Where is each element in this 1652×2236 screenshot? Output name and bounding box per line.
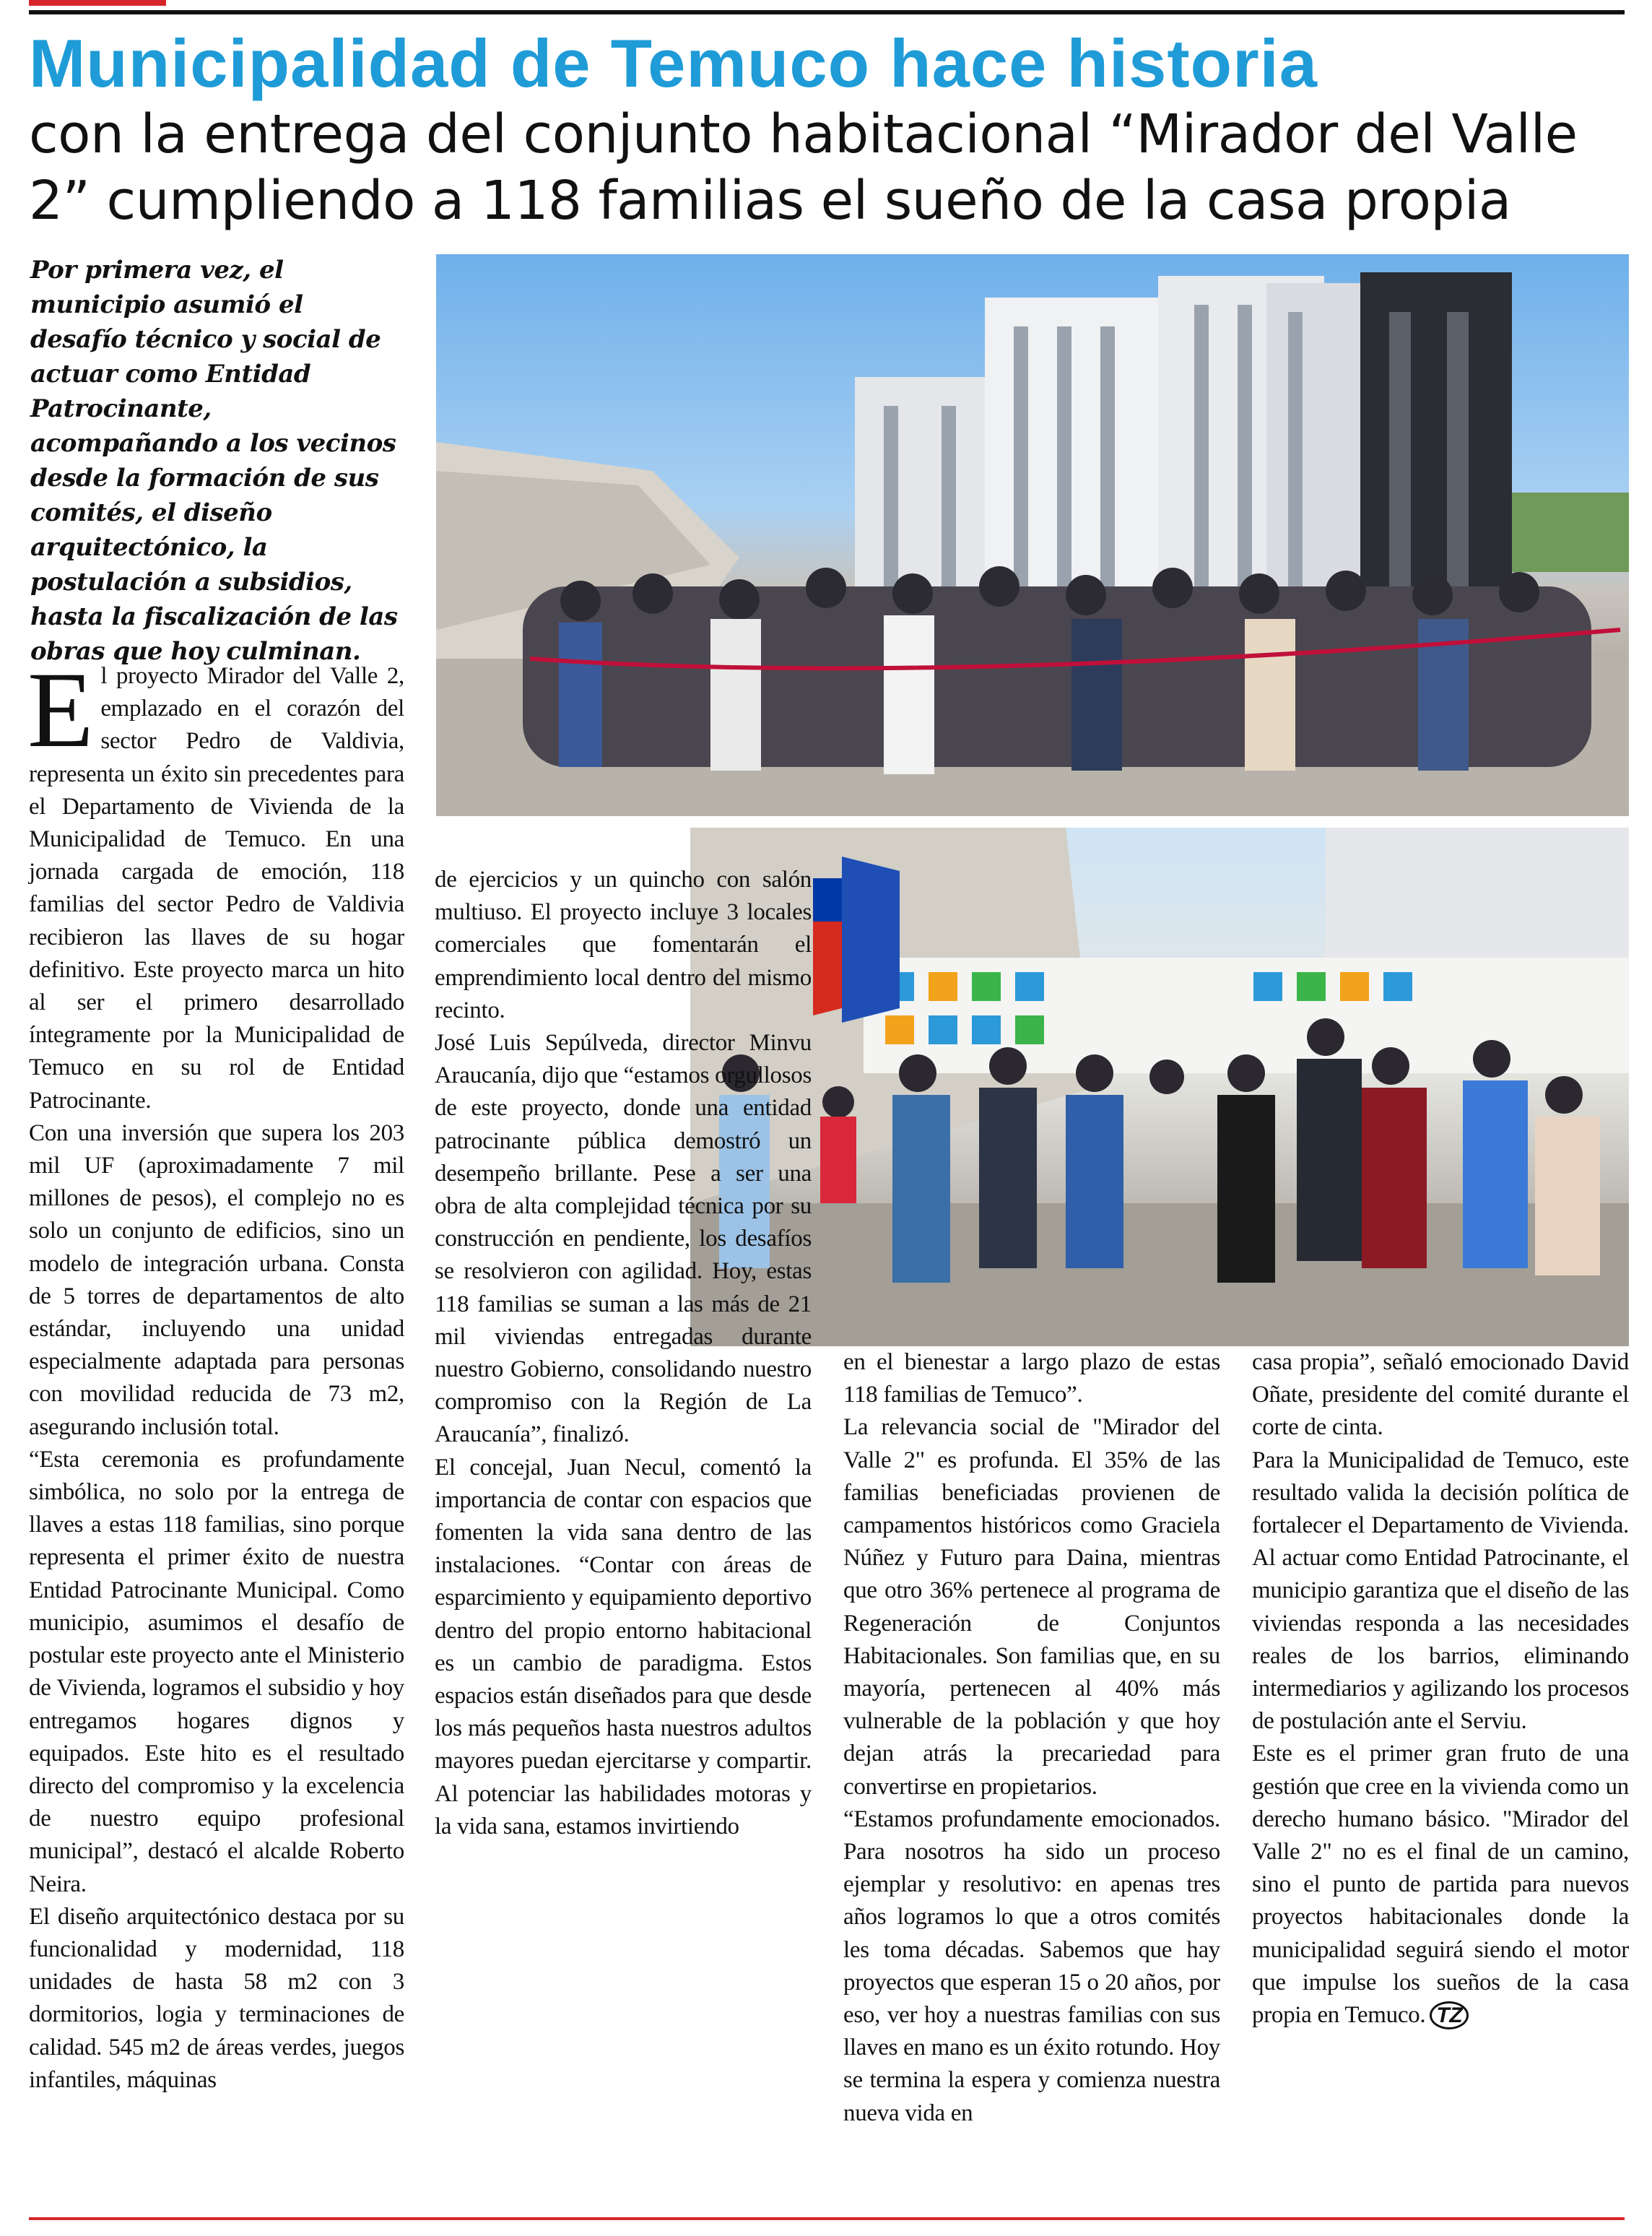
photo-ribbon-cutting — [436, 254, 1629, 816]
article-column-3 — [843, 1346, 1220, 2130]
paragraph-8b: casa propia”, señaló emocionado David Oñate, presidente del comité durante el corte de cinta. — [1252, 1349, 1629, 1441]
photo-ribbon-cutting-illustration — [436, 254, 1629, 816]
paragraph-8a: “Estamos profundamente emocionados. Para nosotros ha sido un proceso ejemplar y resolutivo: en apenas tres años logramos lo que a otros comités les toma décadas. Sabemos que hay proyectos que esperan 15 o 20 años, por eso, ver hoy a nuestras familias con sus llaves en mano es un éxito rotundo. Hoy se termina la espera y comienza nuestra nueva vida en — [843, 1806, 1220, 2126]
photo-families-group — [687, 825, 1632, 1349]
paragraph-7: La relevancia social de "Mirador del Valle 2" es profunda. El 35% de las familias beneficiadas provienen de campamentos históricos como Graciela Núñez y Futuro para Daina, mientras que otro 36% pertenece al programa de Regeneración de Conjuntos Habitacionales. Son familias que, en su mayoría, pertenecen al 40% más vulnerable de la población y que hoy dejan atrás la precariedad para convertirse en propietarios. — [843, 1414, 1220, 1800]
lead-paragraph: Por primera vez, el municipio asumió el desafío técnico y social de actuar como Entidad Patrocinante, acompañando a los vecinos desde la formación de sus comités, el diseño arquitectónico, la postulación a subsidios, hasta la fiscalización de las obras que hoy culminan. — [30, 256, 398, 666]
headline: Municipalidad de Temuco hace historia — [29, 25, 1318, 101]
end-logo-icon: TZ — [1430, 2001, 1469, 2029]
paragraph-5: José Luis Sepúlveda, director Minvu Araucanía, dijo que “estamos orgullosos de este proyecto, donde una entidad patrocinante pública demostró un desempeño brillante. Pese a ser una obra de alta complejidad técnica por su construcción en pendiente, los desafíos se resolvieron con agilidad. Hoy, estas 118 familias se suman a las más de 21 mil viviendas entregadas durante nuestro Gobierno, consolidando nuestro compromiso con la Región de La Araucanía”, finalizó. — [435, 1030, 812, 1448]
article-column-4 — [1252, 1346, 1629, 2032]
article-column-1 — [27, 650, 404, 2097]
paragraph-6b: en el bienestar a largo plazo de estas 118 familias de Temuco”. — [843, 1349, 1220, 1408]
subheadline: con la entrega del conjunto habitacional “Mirador del Valle 2” cumpliendo a 118 familias el sueño de la casa propia — [29, 103, 1578, 232]
paragraph-1: l proyecto Mirador del Valle 2, emplazado en el corazón del sector Pedro de Valdivia, representa un éxito sin precedentes para el Departamento de Vivienda de la Municipalidad de Temuco. En una jornada cargada de emoción, 118 familias del sector Pedro de Valdivia recibieron las llaves de su hogar definitivo. Este proyecto marca un hito al ser el primero desarrollado íntegramente por la Municipalidad de Temuco en su rol de Entidad Patrocinante. — [29, 663, 404, 1114]
paragraph-6a: El concejal, Juan Necul, comentó la importancia de contar con espacios que fomenten la vida sana dentro de las instalaciones. “Contar con áreas de esparcimiento y equipamiento deportivo dentro del propio entorno habitacional es un cambio de paradigma. Estos espacios están diseñados para que desde los más pequeños hasta nuestros adultos mayores puedan ejercitarse y compartir. Al potenciar las habilidades motoras y la vida sana, estamos invirtiendo — [435, 1454, 812, 1840]
paragraph-3: “Esta ceremonia es profundamente simbólica, no solo por la entrega de llaves a estas 118 familias, sino porque representa el primer éxito de nuestra Entidad Patrocinante Municipal. Como municipio, asumimos el desafío de postular este proyecto ante el Ministerio de Vivienda, logramos el subsidio y hoy entregamos hogares dignos y equipados. Este hito es el resultado directo del compromiso y la excelencia de nuestro equipo profesional municipal”, destacó el alcalde Roberto Neira. — [29, 1446, 404, 1897]
paragraph-4a: El diseño arquitectónico destaca por su funcionalidad y modernidad, 118 unidades de hasta 58 m2 con 3 dormitorios, logia y terminaciones de calidad. 545 m2 de áreas verdes, juegos infantiles, máquinas — [29, 1903, 404, 2093]
paragraph-9: Para la Municipalidad de Temuco, este resultado valida la decisión política de fortalecer el Departamento de Vivienda. Al actuar como Entidad Patrocinante, el municipio garantiza que el diseño de las viviendas responda a las necesidades reales de los barrios, eliminando intermediarios y agilizando los procesos de postulación ante el Serviu. — [1252, 1447, 1629, 1735]
drop-cap: E — [27, 650, 94, 770]
paragraph-10: Este es el primer gran fruto de una gestión que cree en la vivienda como un derecho humano básico. "Mirador del Valle 2" no es el final de un camino, sino el punto de partida para nuevos proyectos habitacionales donde la municipalidad seguirá siendo el motor que impulse los sueños de la casa propia en Temuco. — [1252, 1741, 1629, 2029]
paragraph-4b: de ejercicios y un quincho con salón multiuso. El proyecto incluye 3 locales comerciales que fomentarán el emprendimiento local dentro del mismo recinto. — [435, 867, 812, 1023]
bottom-rule — [29, 2217, 1625, 2220]
section-tab — [29, 0, 166, 6]
photo-families-group-illustration — [690, 828, 1629, 1346]
article-column-2 — [435, 864, 812, 1843]
top-rule — [29, 10, 1625, 14]
paragraph-2: Con una inversión que supera los 203 mil UF (aproximadamente 7 mil millones de pesos), el complejo no es solo un conjunto de edificios, sino un modelo de integración urbana. Consta de 5 torres de departamentos de alto estándar, incluyendo una unidad especialmente adaptada para personas con movilidad reducida de 73 m2, asegurando inclusión total. — [29, 1119, 404, 1440]
